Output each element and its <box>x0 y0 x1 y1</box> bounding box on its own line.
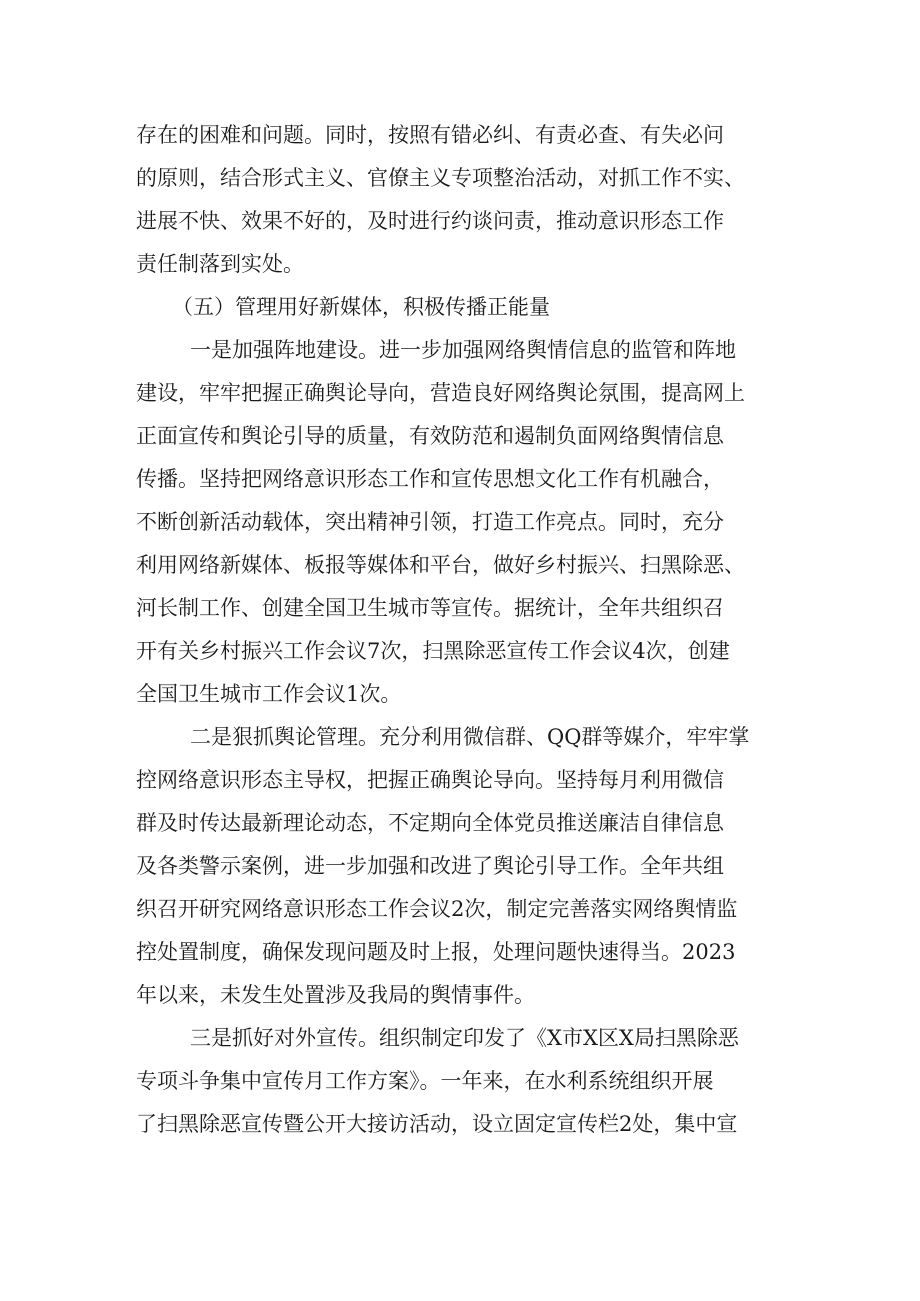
text-line: 建设，牢牢把握正确舆论导向，营造良好网络舆论氛围，提高网上 <box>136 381 745 405</box>
text-line: 专项斗争集中宣传月工作方案》。一年来，在水利系统组织开展 <box>136 1069 714 1093</box>
text-line: 责任制落到实处。 <box>136 252 304 276</box>
paragraph-first-line: 三是抓好对外宣传。组织制定印发了《X市X区X局扫黑除恶 <box>190 1026 739 1050</box>
text-line: 的原则，结合形式主义、官僚主义专项整治活动，对抓工作不实、 <box>136 166 745 190</box>
paragraph-first-line: 二是狠抓舆论管理。充分利用微信群、QQ群等媒介，牢牢掌 <box>190 725 750 749</box>
text-line: 河长制工作、创建全国卫生城市等宣传。据统计，全年共组织召 <box>136 596 724 620</box>
text-line: 正面宣传和舆论引导的质量，有效防范和遏制负面网络舆情信息 <box>136 424 724 448</box>
text-line: 群及时传达最新理论动态，不定期向全体党员推送廉洁自律信息 <box>136 811 724 835</box>
text-line: 全国卫生城市工作会议1次。 <box>136 682 402 706</box>
text-line: 及各类警示案例，进一步加强和改进了舆论引导工作。全年共组 <box>136 854 724 878</box>
paragraph-first-line: 一是加强阵地建设。进一步加强网络舆情信息的监管和阵地 <box>190 338 736 362</box>
text-line: 传播。坚持把网络意识形态工作和宣传思想文化工作有机融合， <box>136 467 724 491</box>
text-line: 开有关乡村振兴工作会议7次，扫黑除恶宣传工作会议4次，创建 <box>136 639 730 663</box>
text-line: 进展不快、效果不好的，及时进行约谈问责，推动意识形态工作 <box>136 209 724 233</box>
document-body <box>136 114 790 1146</box>
text-line: 存在的困难和问题。同时，按照有错必纠、有责必查、有失必问 <box>136 123 724 147</box>
section-heading: （五）管理用好新媒体，积极传播正能量 <box>172 295 550 319</box>
text-line: 不断创新活动载体，突出精神引领，打造工作亮点。同时，充分 <box>136 510 724 534</box>
text-line: 控网络意识形态主导权，把握正确舆论导向。坚持每月利用微信 <box>136 768 724 792</box>
text-line: 织召开研究网络意识形态工作会议2次，制定完善落实网络舆情监 <box>136 897 738 921</box>
text-line: 利用网络新媒体、板报等媒体和平台，做好乡村振兴、扫黑除恶、 <box>136 553 745 577</box>
text-line: 年以来，未发生处置涉及我局的舆情事件。 <box>136 983 535 1007</box>
text-line: 控处置制度，确保发现问题及时上报，处理问题快速得当。2023 <box>136 940 736 964</box>
text-line: 了扫黑除恶宣传暨公开大接访活动，设立固定宣传栏2处，集中宣 <box>136 1112 738 1136</box>
